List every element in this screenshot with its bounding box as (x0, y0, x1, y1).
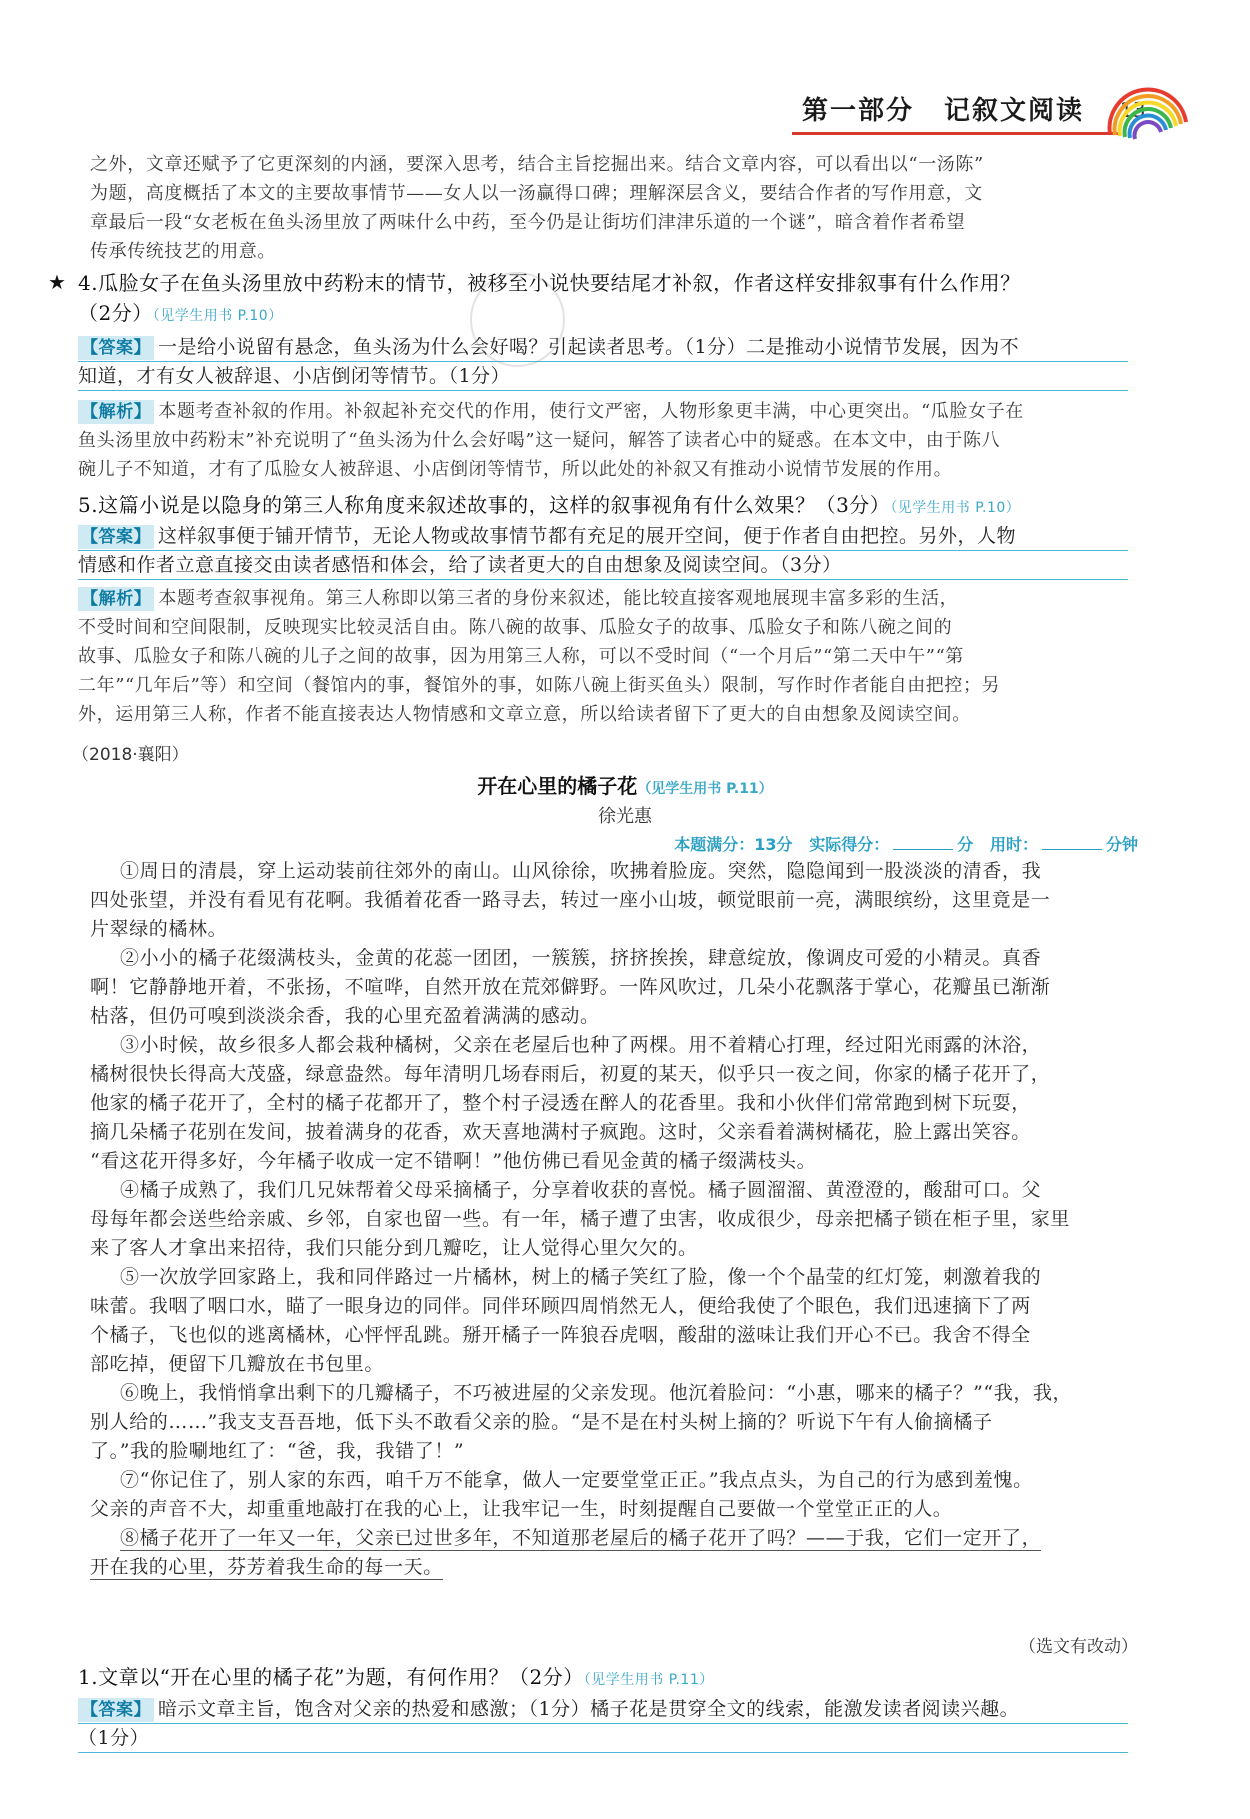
text-line: 之外，文章还赋予了它更深刻的内涵，要深入思考，结合主旨挖掘出来。结合文章内容，可以看出以“一汤陈” (90, 154, 984, 175)
score-row (674, 832, 1138, 855)
paragraph-line: 来了客人才拿出来招待，我们只能分到几瓣吃，让人觉得心里欠欠的。 (90, 1237, 698, 1259)
text-line: 章最后一段“女老板在鱼头汤里放了两味什么中药，至今仍是让街坊们津津乐道的一个谜”，暗含着作者希望 (90, 212, 966, 233)
question-1-text: 1.文章以“开在心里的橘子花”为题，有何作用？（2分） (78, 1665, 584, 1689)
paragraph-line: ④橘子成熟了，我们几兄妹帮着父母采摘橘子，分享着收获的喜悦。橘子圆溜溜、黄澄澄的，酸甜可口。父 (120, 1179, 1042, 1201)
paragraph-line: 他家的橘子花开了，全村的橘子花都开了，整个村子浸透在醉人的花香里。我和小伙伴们常常跑到树下玩耍， (90, 1092, 1031, 1114)
question-4 (78, 268, 1128, 331)
analysis-line: 不受时间和空间限制，反映现实比较灵活自由。陈八碗的故事、瓜脸女子的故事、瓜脸女子和陈八碗之间的 (78, 617, 953, 638)
paragraph-line: 片翠绿的橘林。 (90, 918, 228, 940)
underlined-text: 开在我的心里，芬芳着我生命的每一天。 (90, 1556, 443, 1578)
paragraph-line: 母每年都会送些给亲戚、乡邻，自家也留一些。有一年，橘子遭了虫害，收成很少，母亲把橘子锁在柜子里，家里 (90, 1208, 1071, 1230)
article-author: 徐光惠 (598, 806, 652, 827)
article-question-1 (78, 1662, 1128, 1753)
paragraph-line: 摘几朵橘子花别在发间，披着满身的花香，欢天喜地满村子疯跑。这时，父亲看着满树橘花，脸上露出笑容。 (90, 1121, 1031, 1143)
question-text: 5.这篇小说是以隐身的第三人称角度来叙述故事的，这样的叙事视角有什么效果？（3分） (78, 493, 891, 517)
analysis-line (78, 397, 1128, 426)
time-blank[interactable] (1042, 849, 1102, 850)
question-4-analysis (78, 397, 1128, 484)
paragraph-line (90, 1524, 1140, 1553)
question-4-text: 4.瓜脸女子在鱼头汤里放中药粉末的情节，被移至小说快要结尾才补叙，作者这样安排叙事有什么作用？ (78, 271, 1021, 295)
paragraph-line: 个橘子，飞也似的逃离橘林，心怦怦乱跳。掰开橘子一阵狼吞虎咽，酸甜的滋味让我们开心不已。我舍不得全 (90, 1324, 1031, 1346)
answer-tag: 【答案】 (78, 1698, 154, 1722)
source-tag: （2018·襄阳） (72, 745, 189, 765)
paragraph-line: 父亲的声音不大，却重重地敲打在我的心上，让我牢记一生，时刻提醒自己要做一个堂堂正正的人。 (90, 1498, 953, 1520)
analysis-tag: 【解析】 (78, 587, 154, 611)
text-line: 为题，高度概括了本文的主要故事情节——女人以一汤赢得口碑；理解深层含义，要结合作者的写作用意，文 (90, 183, 983, 204)
paragraph-line: ①周日的清晨，穿上运动装前往郊外的南山。山风徐徐，吹拂着脸庞。突然，隐隐闻到一股淡淡的清香，我 (120, 860, 1042, 882)
question-5-answer (78, 522, 1128, 580)
question-4-answer (78, 333, 1128, 391)
answer-text: 暗示文章主旨，饱含对父亲的热爱和感激；（1分）橘子花是贯穿全文的线索，能激发读者阅读兴趣。 (158, 1698, 1020, 1720)
answer-line (78, 1695, 1128, 1724)
paragraph-line: 味蕾。我咽了咽口水，瞄了一眼身边的同伴。同伴环顾四周悄然无人，便给我使了个眼色，我们迅速摘下了两 (90, 1295, 1031, 1317)
analysis-tag: 【解析】 (78, 400, 154, 424)
article-title (0, 770, 1250, 799)
score-value: 13分 (754, 835, 793, 854)
answer-line (78, 522, 1128, 551)
page-number: 13 (1120, 98, 1146, 122)
paragraph-line: 别人给的……”我支支吾吾地，低下头不敢看父亲的脸。“是不是在村头树上摘的？听说下午有人偷摘橘子 (90, 1411, 993, 1433)
book-ref: （见学生用书 P.11） (583, 1672, 714, 1688)
question-text (78, 1662, 1128, 1695)
paragraph-line: “看这花开得多好，今年橘子收成一定不错啊！”他仿佛已看见金黄的橘子缀满枝头。 (90, 1150, 817, 1172)
paragraph-line: ②小小的橘子花缀满枝头，金黄的花蕊一团团，一簇簇，挤挤挨挨，肆意绽放，像调皮可爱的小精灵。真香 (120, 947, 1042, 969)
title-text: 开在心里的橘子花 (477, 774, 638, 798)
answer-text: （1分） (78, 1727, 150, 1749)
time-label: 用时： (989, 835, 1038, 854)
paragraph-line: 四处张望，并没有看见有花啊。我循着花香一路寻去，转过一座小山坡，顿觉眼前一亮，满眼缤纷，这里竟是一 (90, 889, 1051, 911)
paragraph-line: 了。”我的脸唰地红了：“爸，我，我错了！” (90, 1440, 465, 1462)
question-5 (78, 490, 1128, 523)
answer-text: 一是给小说留有悬念，鱼头汤为什么会好喝？引起读者思考。（1分）二是推动小说情节发展，因为不 (158, 336, 1020, 358)
actual-unit: 分 (957, 835, 974, 854)
text-line: 传承传统技艺的用意。 (90, 241, 276, 262)
rainbow-icon (1100, 72, 1190, 142)
question-5-analysis (78, 584, 1128, 729)
intro-text (90, 150, 1140, 266)
score: （2分） (78, 301, 153, 325)
book-ref: （见学生用书 P.11） (637, 781, 773, 797)
paragraph-line: 啊！它静静地开着，不张扬，不喧哗，自然开放在荒郊僻野。一阵风吹过，几朵小花飘落于掌心，花瓣虽已渐渐 (90, 976, 1051, 998)
paragraph-line: ③小时候，故乡很多人都会栽种橘树，父亲在老屋后也种了两棵。用不着精心打理，经过阳光雨露的沐浴， (120, 1034, 1042, 1056)
paragraph-line (90, 1553, 1140, 1582)
analysis-line (78, 584, 1128, 613)
answer-tag: 【答案】 (78, 525, 154, 549)
article-body (90, 857, 1140, 1582)
analysis-text: 本题考查补叙的作用。补叙起补充交代的作用，使行文严密，人物形象更丰满，中心更突出。“瓜脸女子在 (158, 401, 1024, 422)
answer-line (78, 551, 1128, 580)
paragraph-line: ⑥晚上，我悄悄拿出剩下的几瓣橘子，不巧被进屋的父亲发现。他沉着脸问：“小惠，哪来的橘子？”“我，我， (120, 1382, 1073, 1404)
question-5-text (78, 490, 1128, 523)
analysis-line: 碗儿子不知道，才有了瓜脸女人被辞退、小店倒闭等情节，所以此处的补叙又有推动小说情节发展的作用。 (78, 459, 953, 480)
paragraph-line: ⑦“你记住了，别人家的东西，咱千万不能拿，做人一定要堂堂正正。”我点点头，为自己的行为感到羞愧。 (120, 1469, 1033, 1491)
watermark-stamp (470, 272, 565, 367)
header-part: 第一部分 (802, 96, 915, 126)
analysis-line: 故事、瓜脸女子和陈八碗的儿子之间的故事，因为用第三人称，可以不受时间（“一个月后”“第二天中午”“第 (78, 646, 965, 667)
answer-text: 这样叙事便于铺开情节，无论人物或故事情节都有充足的展开空间，便于作者自由把控。另外，人物 (158, 525, 1017, 547)
underlined-text: ⑧橘子花开了一年又一年，父亲已过世多年，不知道那老屋后的橘子花开了吗？——于我，它们一定开了， (120, 1527, 1042, 1549)
paragraph-line: 部吃掉，便留下几瓣放在书包里。 (90, 1353, 385, 1375)
actual-score-label: 实际得分： (809, 835, 890, 854)
edit-note: （选文有改动） (1019, 1637, 1138, 1657)
analysis-line: 鱼头汤里放中药粉末”补充说明了“鱼头汤为什么会好喝”这一疑问，解答了读者心中的疑惑。在本文中，由于陈八 (78, 430, 1001, 451)
header-rule (792, 132, 1120, 135)
answer-line (78, 362, 1128, 391)
actual-score-blank[interactable] (893, 849, 953, 850)
answer-text: 知道，才有女人被辞退、小店倒闭等情节。（1分） (78, 365, 511, 387)
score-label: 本题满分： (674, 835, 755, 854)
analysis-line: 二年”“几年后”等）和空间（餐馆内的事，餐馆外的事，如陈八碗上街买鱼头）限制，写作时作者能自由把控；另 (78, 675, 1001, 696)
answer-text: 情感和作者立意直接交由读者感悟和体会，给了读者更大的自由想象及阅读空间。（3分） (78, 554, 842, 576)
book-ref: （见学生用书 P.10） (152, 308, 283, 324)
book-ref: （见学生用书 P.10） (890, 500, 1021, 516)
answer-line (78, 1724, 1128, 1753)
star-icon: ★ (48, 270, 66, 294)
answer-tag: 【答案】 (78, 336, 154, 360)
paragraph-line: ⑤一次放学回家路上，我和同伴路过一片橘林，树上的橘子笑红了脸，像一个个晶莹的红灯笼，刺激着我的 (120, 1266, 1042, 1288)
question-4-score (78, 298, 1128, 331)
analysis-text: 本题考查叙事视角。第三人称即以第三者的身份来叙述，能比较直接客观地展现丰富多彩的生活， (158, 588, 959, 609)
header-section: 记叙文阅读 (944, 96, 1085, 126)
answer-line (78, 333, 1128, 362)
paragraph-line: 枯落，但仍可嗅到淡淡余香，我的心里充盈着满满的感动。 (90, 1005, 600, 1027)
paragraph-line: 橘树很快长得高大茂盛，绿意盎然。每年清明几场春雨后，初夏的某天，似乎只一夜之间，你家的橘子花开了， (90, 1063, 1051, 1085)
time-unit: 分钟 (1105, 835, 1138, 854)
analysis-line: 外，运用第三人称，作者不能直接表达人物情感和文章立意，所以给读者留下了更大的自由想象及阅读空间。 (78, 704, 971, 725)
header-title (802, 90, 1084, 127)
